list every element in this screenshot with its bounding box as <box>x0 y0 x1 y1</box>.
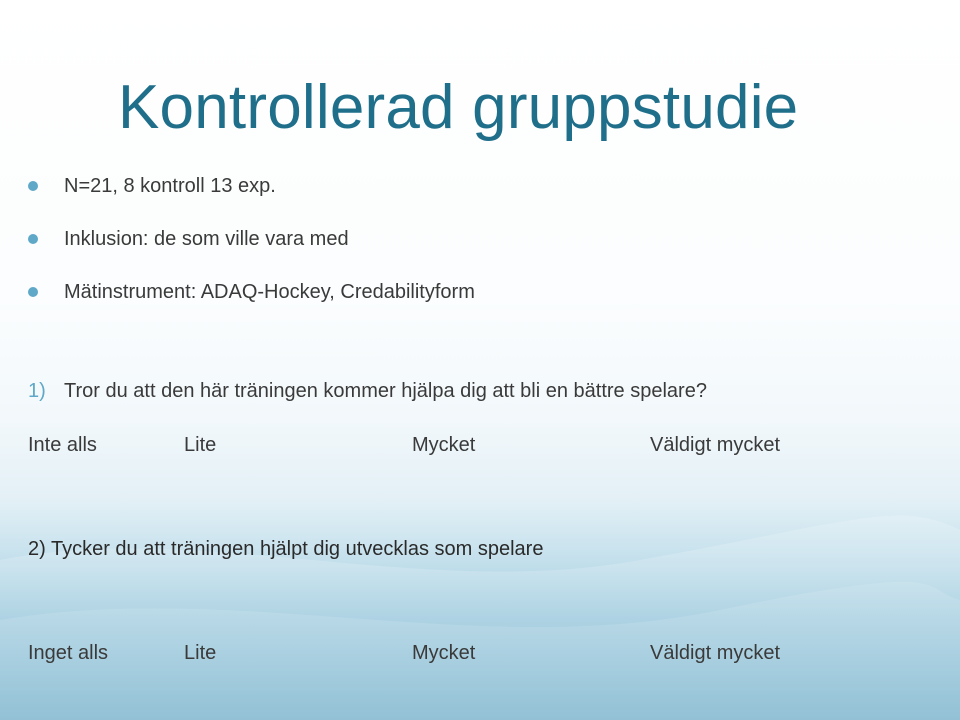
scale-option: Mycket <box>412 434 476 456</box>
bullet-item <box>28 278 475 331</box>
scale-option: Väldigt mycket <box>650 642 781 664</box>
slide-title: Kontrollerad gruppstudie <box>118 73 799 142</box>
question-1 <box>28 380 707 403</box>
bullet-item <box>28 172 475 225</box>
bullet-dot-icon <box>28 181 38 191</box>
question-2: 2) Tycker du att träningen hjälpt dig utvecklas som spelare <box>28 538 544 560</box>
bullet-text: Mätinstrument: ADAQ-Hockey, Credabilityform <box>64 281 475 303</box>
question-1-text: Tror du att den här träningen kommer hjälpa dig att bli en bättre spelare? <box>64 380 707 402</box>
bullet-text: Inklusion: de som ville vara med <box>64 228 349 250</box>
bullet-item <box>28 225 475 278</box>
scale-option: Inte alls <box>28 434 97 456</box>
bullet-dot-icon <box>28 234 38 244</box>
scale-option: Väldigt mycket <box>650 434 781 456</box>
bullet-list <box>28 172 475 331</box>
question-1-number: 1) <box>28 380 46 402</box>
scale-option: Lite <box>184 642 217 664</box>
bullet-dot-icon <box>28 287 38 297</box>
scale-option: Lite <box>184 434 217 456</box>
bullet-text: N=21, 8 kontroll 13 exp. <box>64 175 276 197</box>
scale-option: Inget alls <box>28 642 109 664</box>
scale-option: Mycket <box>412 642 476 664</box>
